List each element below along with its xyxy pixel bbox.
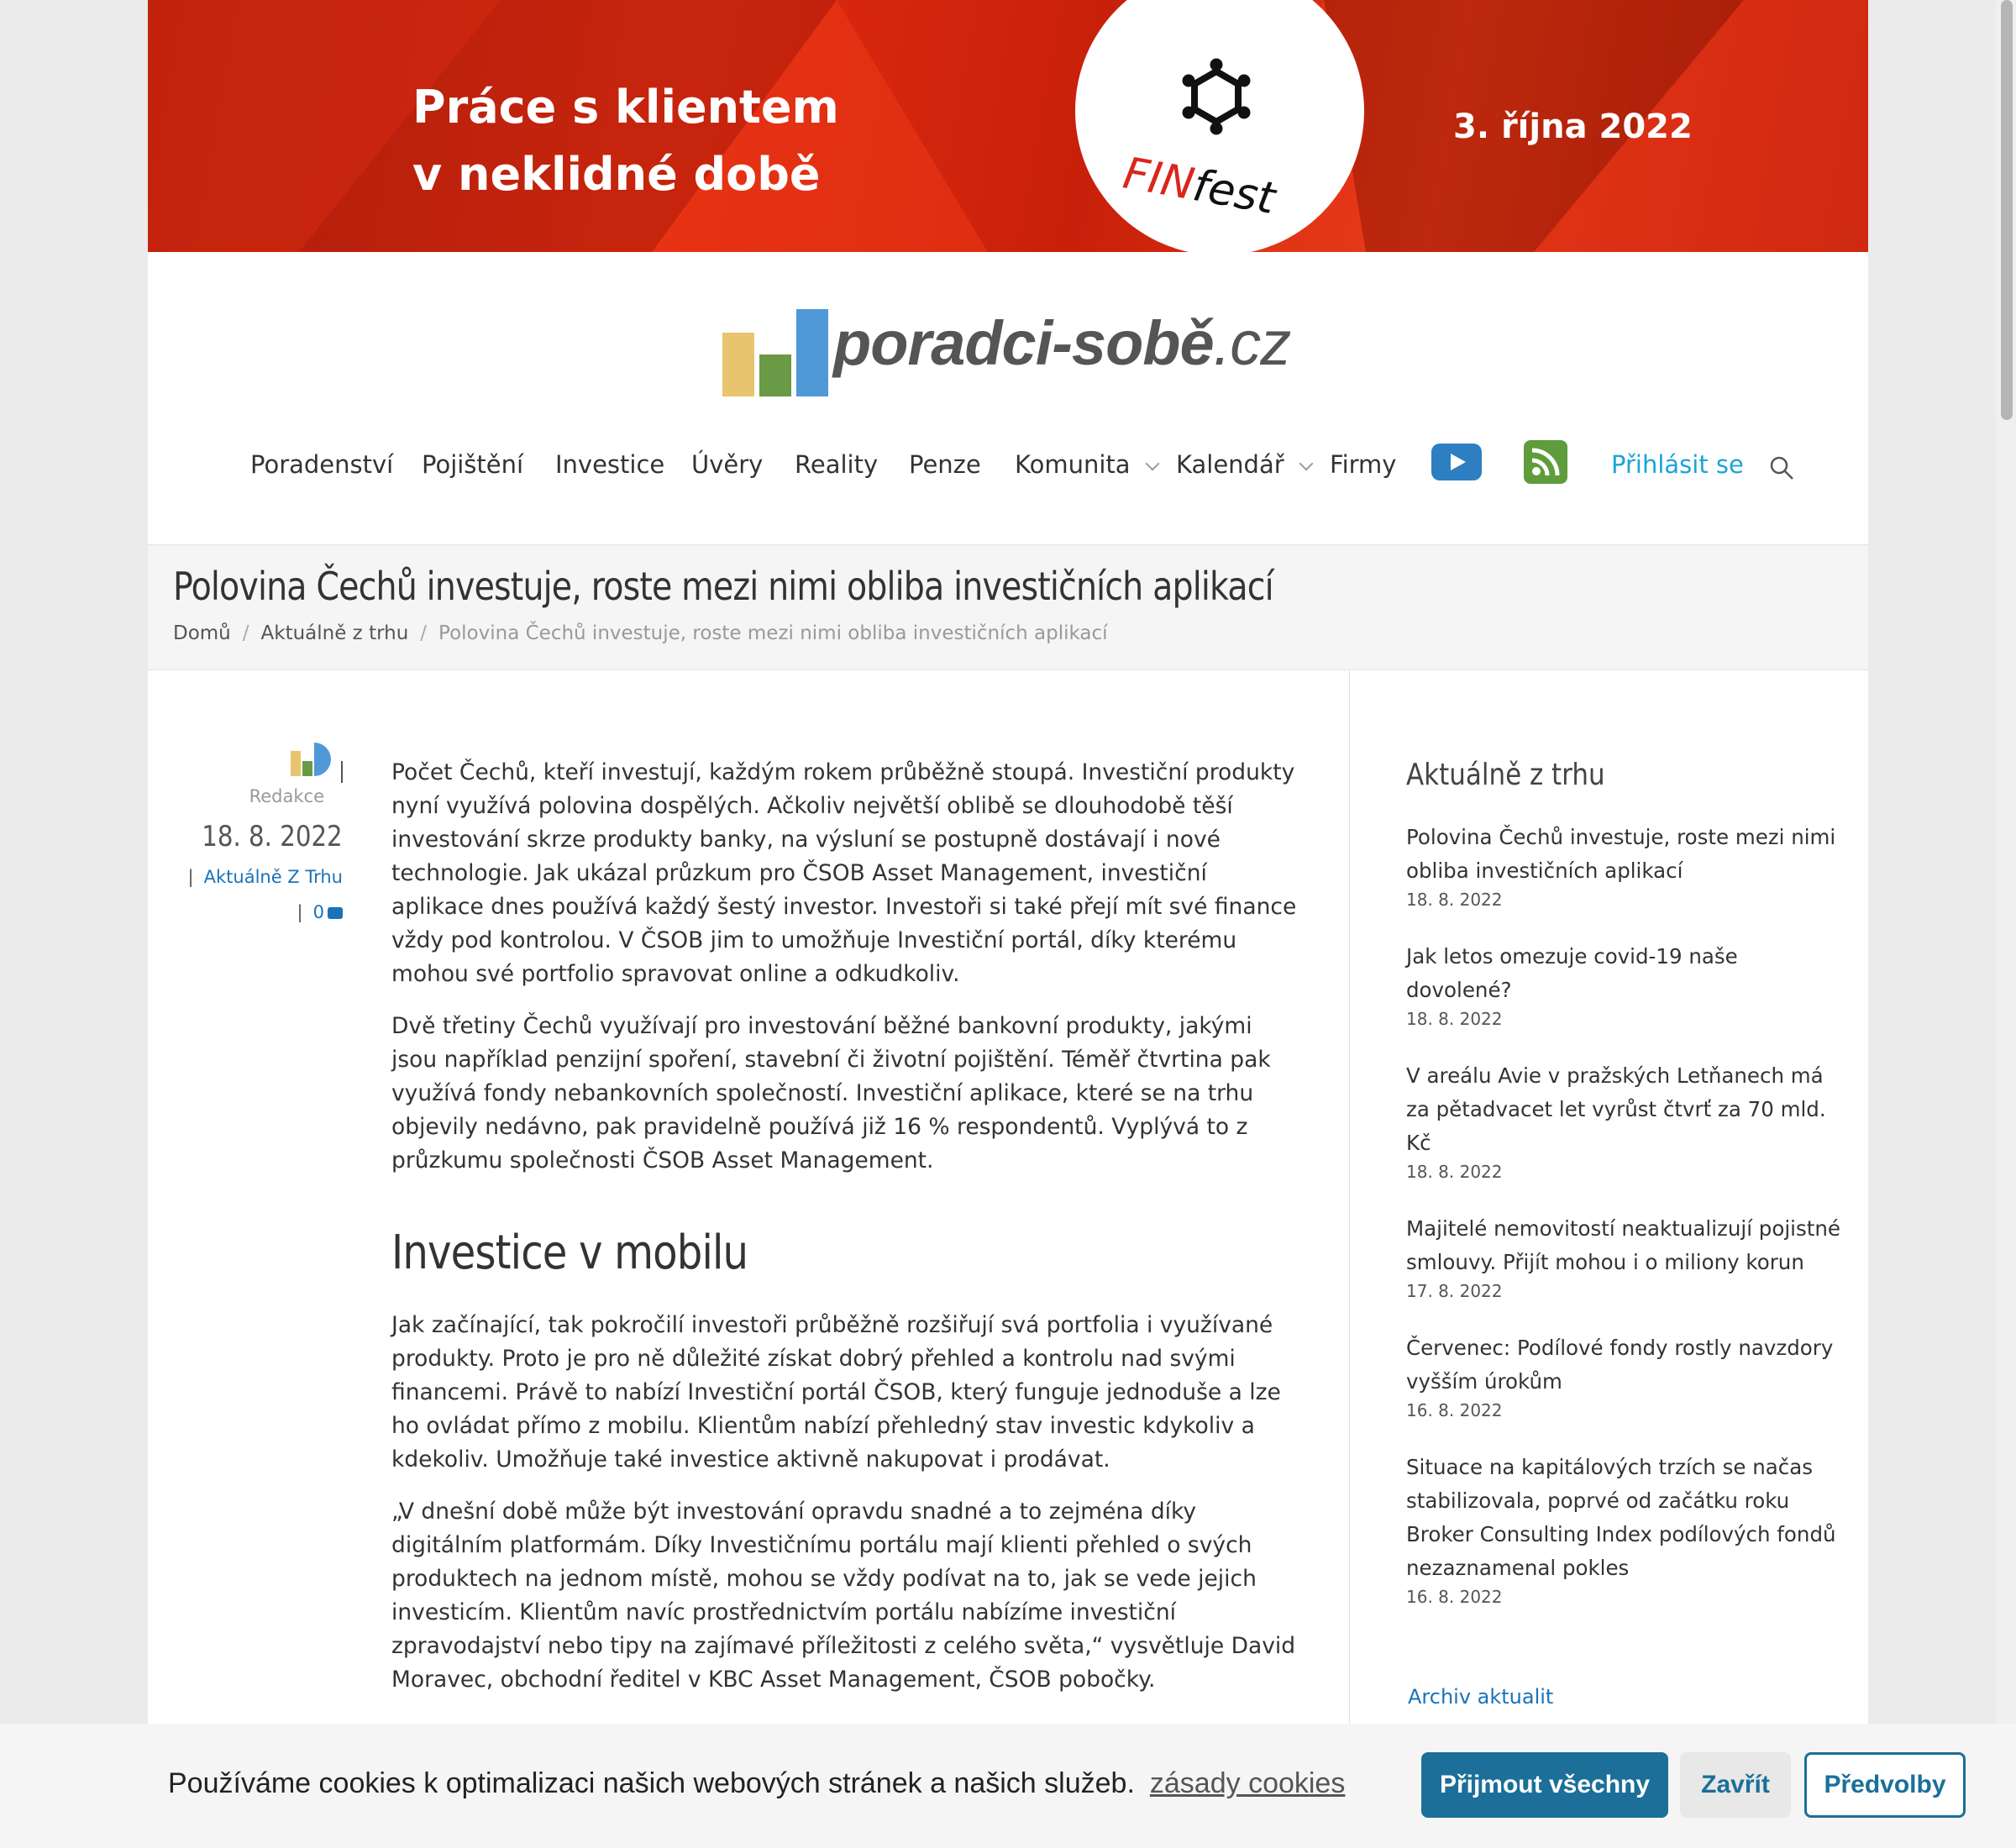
close-button[interactable]: Zavřít (1680, 1752, 1791, 1818)
logo-bar-green (759, 354, 791, 396)
logo-name: poradci-sobě (833, 308, 1214, 378)
nav-item-kalendar-label: Kalendář (1176, 450, 1284, 479)
article-paragraph: Jak začínající, tak pokročilí investoři průběžně rozšiřují svá portfolia i využívané produkty. Proto je pro ně důležité získat dobrý přehled a kontrolu nad svými financemi. Právě to nabízí Investiční portál ČSOB, který funguje jednoduše a lze ho ovládat přímo z mobilu. Klientům nabízí přehledný stav investic kdykoliv a kdekoliv. Umožňuje také investice aktivně nakupovat i prodávat. (391, 1312, 1281, 1473)
accept-all-button[interactable]: Přijmout všechny (1421, 1752, 1668, 1818)
post-category[interactable]: | Aktuálně Z Trhu (188, 867, 343, 887)
sidebar-news-date: 16. 8. 2022 (1406, 1587, 1503, 1607)
nav-item-komunita[interactable] (1015, 450, 1158, 479)
nav-item-kalendar[interactable] (1176, 450, 1311, 479)
finfest-fin: FIN (1119, 148, 1199, 211)
article-paragraph: Počet Čechů, kteří investují, každým rokem průběžně stoupá. Investiční produkty nyní využívá polovina dospělých. Ačkoliv největší oblibě se dlouhodobě těší investování skrze produkty banky, na výsluní se postupně dostávají i nové technologie. Jak ukázal průzkum pro ČSOB Asset Management, investiční aplikace dnes používá každý šestý investor. Investoři si také přejí mít své finance vždy pod kontrolou. V ČSOB jim to umožňuje Investiční portál, díky kterému mohou své portfolio spravovat online a odkudkoliv. (391, 759, 1297, 987)
page-container (148, 0, 1868, 1848)
rss-icon[interactable] (1524, 440, 1567, 484)
meta-separator (341, 761, 343, 783)
banner-headline (412, 74, 839, 208)
chevron-down-icon (1145, 457, 1159, 471)
comment-icon (328, 907, 343, 919)
banner-date: 3. října 2022 (1453, 108, 1693, 146)
rss-glyph (1524, 440, 1567, 484)
comment-count: 0 (312, 902, 324, 922)
post-author[interactable]: Redakce (249, 786, 324, 806)
scrollbar-thumb[interactable] (2001, 0, 2013, 420)
sidebar-news-item (1406, 1059, 1843, 1182)
sidebar-news-date: 18. 8. 2022 (1406, 1162, 1503, 1182)
chevron-down-icon (1299, 457, 1313, 471)
article-body (391, 756, 1299, 1715)
sidebar-news-date: 18. 8. 2022 (1406, 1009, 1503, 1029)
banner-line-1: Práce s klientem (412, 81, 839, 134)
logo-wordmark (833, 307, 1290, 379)
post-comments[interactable] (297, 902, 343, 922)
sidebar-news-date: 17. 8. 2022 (1406, 1281, 1503, 1301)
cookie-bar (0, 1724, 2016, 1848)
sidebar-news-item (1406, 1451, 1843, 1607)
sidebar-title: Aktuálně z trhu (1406, 758, 1605, 792)
preferences-button[interactable]: Předvolby (1804, 1752, 1966, 1818)
sidebar-news-link[interactable]: Situace na kapitálových trzích se načas stabilizovala, poprvé od začátku roku Broker Consulting Index podílových fondů nezaznamenal pokles (1406, 1455, 1836, 1580)
page-title: Polovina Čechů investuje, roste mezi nimi obliba investičních aplikací (173, 564, 1273, 609)
breadcrumb-separator: / (420, 622, 428, 644)
cookie-text: Používáme cookies k optimalizaci našich webových stránek a našich služeb. (168, 1767, 1135, 1799)
cookie-policy-link[interactable]: zásady cookies (1149, 1767, 1346, 1799)
finfest-banner[interactable] (148, 0, 1868, 252)
nav-item-reality[interactable]: Reality (795, 450, 879, 479)
nav-item-uvery[interactable]: Úvěry (691, 450, 764, 479)
sidebar-news-link[interactable]: Polovina Čechů investuje, roste mezi nimi obliba investičních aplikací (1406, 825, 1836, 883)
article-subheading: Investice v mobilu (391, 1226, 748, 1280)
article-quote-paragraph: „V dnešní době může být investování opravdu snadné a to zejména díky digitálním platformám. Díky Investičnímu portálu mají klienti přehled o svých produktech na jednom místě, mohou se vždy podívat na to, jak se vede jejich investicím. Klientům navíc prostřednictvím portálu nabízíme investiční zpravodajství nebo tipy na zajímavé příležitosti z celého světa,“ vysvětluje David Moravec, obchodní ředitel v KBC Asset Management, ČSOB pobočky. (391, 1499, 1296, 1693)
breadcrumb-category[interactable]: Aktuálně z trhu (260, 622, 409, 644)
sidebar-news-date: 18. 8. 2022 (1406, 890, 1503, 910)
nav-item-investice[interactable]: Investice (555, 450, 665, 479)
sidebar-news-item (1406, 821, 1843, 910)
search-icon[interactable] (1769, 455, 1794, 480)
cookie-message (168, 1767, 1345, 1800)
youtube-icon[interactable] (1431, 444, 1482, 480)
nav-item-pojisteni[interactable]: Pojištění (422, 450, 524, 479)
sidebar-archive-link[interactable]: Archiv aktualit (1408, 1685, 1554, 1709)
page-header (148, 544, 1868, 670)
sidebar-news-item (1406, 1212, 1843, 1301)
sidebar-news-date: 16. 8. 2022 (1406, 1400, 1503, 1420)
site-logo[interactable] (722, 296, 1310, 396)
scrollbar[interactable] (1996, 0, 2016, 1848)
nav-item-penze[interactable]: Penze (909, 450, 981, 479)
nav-item-poradenstvi[interactable]: Poradenství (250, 450, 394, 479)
post-date: 18. 8. 2022 (202, 820, 343, 853)
banner-line-2: v neklidné době (412, 148, 821, 201)
sidebar-news-link[interactable]: Jak letos omezuje covid-19 naše dovolené? (1406, 944, 1738, 1002)
nav-item-firmy[interactable]: Firmy (1330, 450, 1397, 479)
breadcrumb-home[interactable]: Domů (173, 622, 231, 644)
sidebar-news-item (1406, 1331, 1843, 1420)
breadcrumb-separator: / (242, 622, 249, 644)
breadcrumb (173, 622, 1108, 644)
sidebar-news-link[interactable]: V areálu Avie v pražských Letňanech má za pětadvacet let vyrůst čtvrť za 70 mld. Kč (1406, 1063, 1826, 1155)
breadcrumb-current: Polovina Čechů investuje, roste mezi nimi obliba investičních aplikací (438, 622, 1108, 644)
sidebar-news-item (1406, 940, 1843, 1029)
logo-bar-yellow (722, 333, 754, 396)
sidebar-news-link[interactable]: Červenec: Podílové fondy rostly navzdory vyšším úrokům (1406, 1336, 1834, 1394)
author-avatar[interactable] (289, 739, 331, 780)
logo-tld: .cz (1213, 308, 1291, 378)
nav-item-komunita-label: Komunita (1015, 450, 1131, 479)
logo-bar-blue (796, 309, 828, 396)
main-nav (148, 428, 1868, 506)
column-divider (1349, 670, 1350, 1848)
sidebar-news-link[interactable]: Majitelé nemovitostí neaktualizují pojistné smlouvy. Přijít mohou i o miliony korun (1406, 1216, 1840, 1274)
article-paragraph: Dvě třetiny Čechů využívají pro investování běžné bankovní produkty, jakými jsou například penzijní spoření, stavební či životní pojištění. Téměř čtvrtina pak využívá fondy nebankovních společností. Investiční aplikace, které se na trhu objevily nedávno, pak pravidelně používá již 16 % respondentů. Vyplývá to z průzkumu společnosti ČSOB Asset Management. (391, 1013, 1271, 1173)
login-link[interactable]: Přihlásit se (1611, 450, 1744, 479)
sidebar-news (1406, 758, 1843, 1637)
finfest-fest: fest (1189, 160, 1279, 225)
